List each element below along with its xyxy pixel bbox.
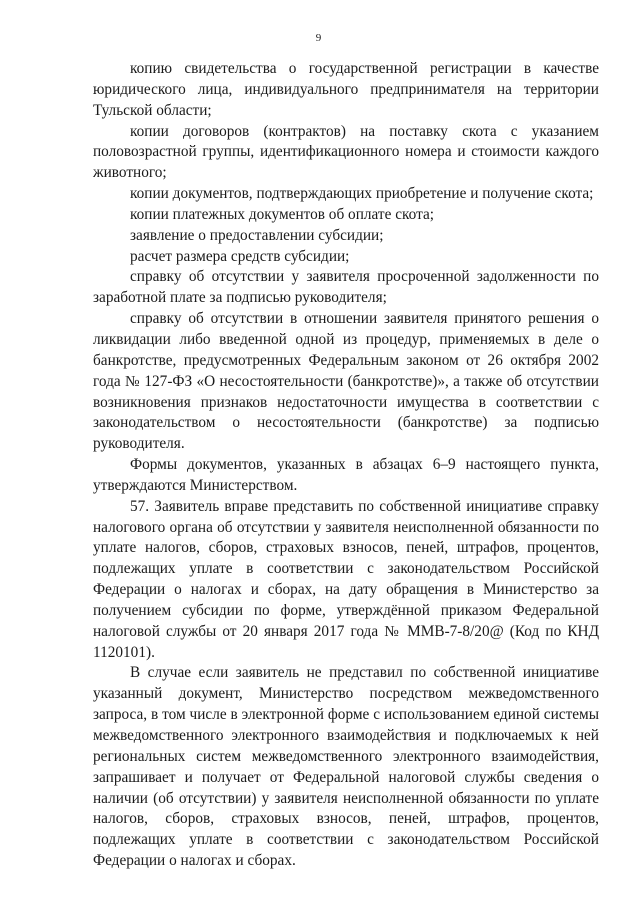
paragraph-payment-documents: копии платежных документов об оплате скота; <box>130 205 435 223</box>
paragraph-document-forms: Формы документов, указанных в абзацах 6–9 настоящего пункта, утверждаются Министерством. <box>93 456 599 494</box>
paragraph-acquisition-documents: копии документов, подтверждающих приобретение и получение скота; <box>130 185 594 203</box>
paragraph-registration-certificate: копию свидетельства о государственной регистрации в качестве юридического лица, индивидуального предпринимателя на территории Тульской области; <box>93 60 599 119</box>
paragraph-subsidy-application: заявление о предоставлении субсидии; <box>130 226 384 244</box>
document-body <box>93 59 599 872</box>
paragraph-wage-arrears-certificate: справку об отсутствии у заявителя просроченной задолженности по заработной плате за подписью руководителя; <box>93 268 599 307</box>
page-number: 9 <box>315 32 322 44</box>
paragraph-57-tax-certificate: 57. Заявитель вправе представить по собственной инициативе справку налогового органа об отсутствии у заявителя неисполненной обязанности по уплате налогов, сборов, страховых взносов, пеней, штрафов, процентов, подлежащих уплате в соответствии с законодательством Российской Федерации о налогах и сборах, на дату обращения в Министерство за получением субсидии по форме, утверждённой приказом Федеральной налоговой службы от 20 января 2017 года № ММВ-7-8/20@ (Код по КНД 1120101). <box>93 497 599 661</box>
paragraph-livestock-contracts: копии договоров (контрактов) на поставку скота с указанием половозрастной группы, идентификационного номера и стоимости каждого животного; <box>93 122 599 182</box>
paragraph-bankruptcy-certificate: справку об отсутствии в отношении заявителя принятого решения о ликвидации либо введенной одной из процедур, применяемых в деле о банкротстве, предусмотренных Федеральным законом от 26 октября 2002 года № 127-ФЗ «О несостоятельности (банкротстве)», а также об отсутствии возникновения признаков недостаточности имущества в соответствии с законодательством о несостоятельности (банкротстве) за подписью руководителя. <box>93 310 599 453</box>
paragraph-subsidy-calculation: расчет размера средств субсидии; <box>130 247 350 265</box>
paragraph-interagency-request: В случае если заявитель не представил по собственной инициативе указанный документ, Министерство посредством межведомственного запроса, в том числе в электронной форме с использованием единой системы межведомственного электронного взаимодействия и подключаемых к ней региональных систем межведомственного электронного взаимодействия, запрашивает и получает от Федеральной налоговой службы сведения о наличии (об отсутствии) у заявителя неисполненной обязанности по уплате налогов, сборов, страховых взносов, пеней, штрафов, процентов, подлежащих уплате в соответствии с законодательством Российской Федерации о налогах и сборах. <box>93 664 599 870</box>
